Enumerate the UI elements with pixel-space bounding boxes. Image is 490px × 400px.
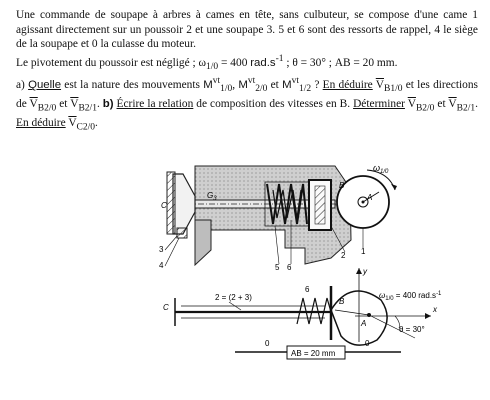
label-y: y [363, 267, 367, 276]
label-g3: $G_3$ [207, 191, 217, 202]
valve-head [173, 174, 195, 234]
label-b-bottom: B [339, 297, 345, 306]
label-theta: θ = 30° [399, 325, 425, 334]
statement-paragraph-2: Le pivotement du poussoir est négligé ; $\omega_{1/0} = 400$ $rad.s^{-1}$ ; θ = 30° ; AB = 20 mm. [16, 53, 398, 72]
label-c-bottom: C [163, 303, 169, 312]
question-a: a) Quelle est la nature des mouvements $M^{vt}_{1/0}$, $M^{vt}_{2/0}$ et $M^{vt}_{1/2}$ ? En déduire $\overline{V}_{B1/0}$ et les directions de $\overline{V}_{B2/0}$ et $\overline{V}_{B2/1}$. b) Écrire la relation de composition des vitesses en B. Déterminer $\overline{V}_{B2/0}$ et $\overline{V}_{B2/1}$. En déduire $\overline{V}_{C2/0}$. [16, 76, 478, 133]
label-a-bottom: A [361, 319, 367, 328]
valve-seat [167, 172, 175, 234]
seat-4 [177, 228, 187, 238]
valve-mechanism-figure [155, 160, 475, 395]
label-6-top: 6 [287, 263, 292, 272]
cross-section-drawing [159, 163, 397, 272]
label-part-eq: 2 = (2 + 3) [215, 293, 252, 302]
label-a-top: A [367, 193, 373, 202]
kinematic-scheme [163, 267, 442, 359]
label-c-top: C [161, 201, 167, 210]
label-0-left: 0 [265, 339, 270, 348]
label-3-top: 3 [159, 245, 164, 254]
label-x: x [433, 305, 437, 314]
label-omega-top: $\omega_{1/0}$ [373, 163, 389, 175]
lower-head-block [195, 220, 211, 265]
statement-paragraph-1: Une commande de soupape à arbres à cames en tête, sans culbuteur, se compose d'une came 1 agissant directement sur un poussoir 2 et une soupape 3. 5 et 6 sont des ressorts de rappel, 4 le siège de la soupape et 0 la culasse du moteur. [16, 9, 478, 51]
label-0-right: 0 [365, 339, 370, 348]
label-ab: AB = 20 mm [291, 349, 336, 358]
label-6-bottom: 6 [305, 285, 310, 294]
label-4-top: 4 [159, 261, 164, 270]
label-b-top: B [339, 181, 345, 190]
exercise-statement [16, 8, 478, 135]
label-2-top: 2 [341, 251, 346, 260]
label-1-top: 1 [361, 247, 366, 256]
label-5-top: 5 [275, 263, 280, 272]
label-omega-bottom: $\omega_{1/0} = 400$ $rad.s^{-1}$ [379, 291, 442, 302]
